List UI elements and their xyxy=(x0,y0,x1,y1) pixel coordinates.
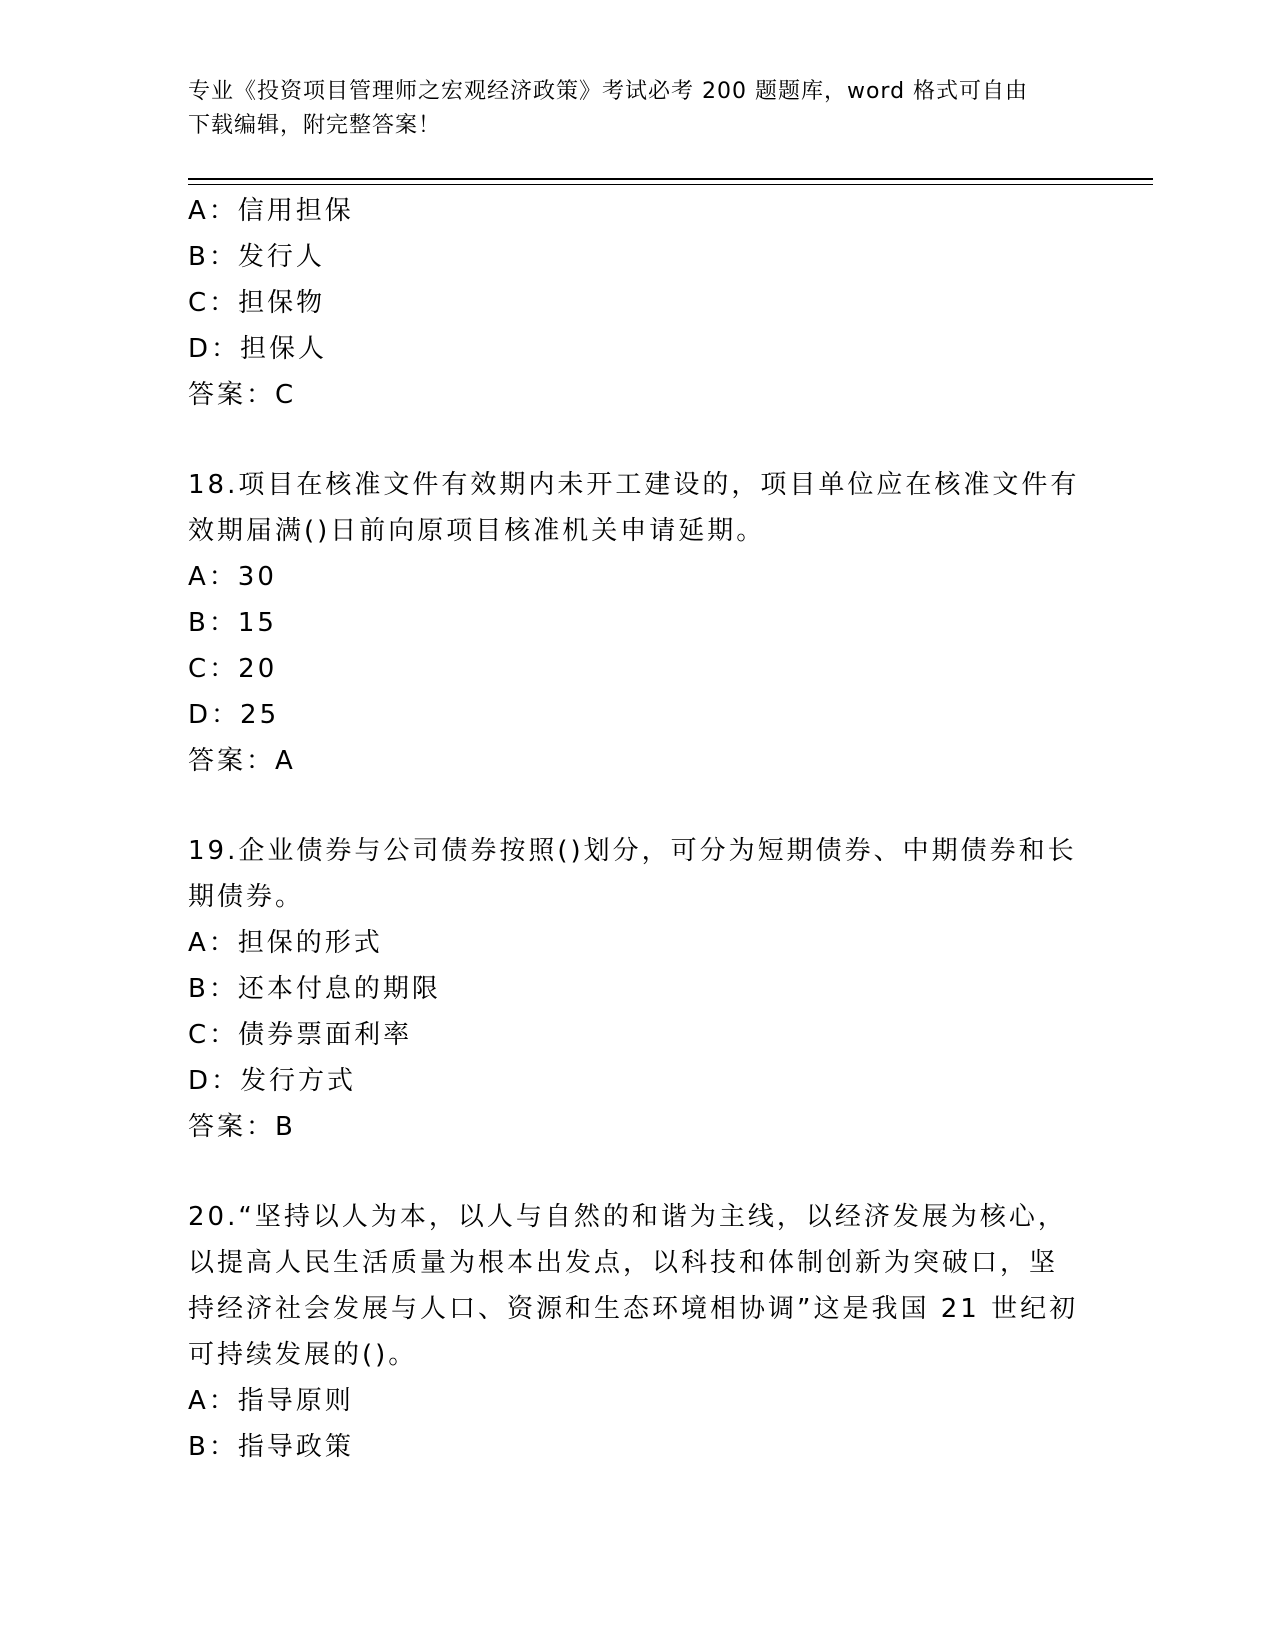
question-text-line: 持经济社会发展与人口、资源和生态环境相协调”这是我国 21 世纪初 xyxy=(188,1294,1079,1324)
question-text-line: 可持续发展的()。 xyxy=(188,1340,418,1370)
option-d: D：25 xyxy=(188,700,280,730)
option-a: A：30 xyxy=(188,562,277,592)
header-line-2: 下载编辑，附完整答案！ xyxy=(188,113,442,138)
option-d: D：担保人 xyxy=(188,334,328,364)
option-c: C：债券票面利率 xyxy=(188,1020,413,1050)
option-a: A：指导原则 xyxy=(188,1386,354,1416)
option-b: B：15 xyxy=(188,608,277,638)
header-line-1: 专业《投资项目管理师之宏观经济政策》考试必考 200 题题库，word 格式可自由 xyxy=(188,79,1029,104)
question-text-line: 18.项目在核准文件有效期内未开工建设的，项目单位应在核准文件有 xyxy=(188,470,1080,500)
option-b: B：指导政策 xyxy=(188,1432,354,1462)
answer-line: 答案：A xyxy=(188,746,296,776)
answer-line: 答案：B xyxy=(188,1112,296,1142)
option-d: D：发行方式 xyxy=(188,1066,357,1096)
option-a: A：信用担保 xyxy=(188,196,354,226)
option-c: C：20 xyxy=(188,654,278,684)
question-text-line: 期债券。 xyxy=(188,882,305,912)
header-rule-thin xyxy=(188,184,1153,185)
question-text-line: 效期届满()日前向原项目核准机关申请延期。 xyxy=(188,516,766,546)
question-text-line: 20.“坚持以人为本，以人与自然的和谐为主线，以经济发展为核心， xyxy=(188,1202,1067,1232)
question-text-line: 以提高人民生活质量为根本出发点，以科技和体制创新为突破口，坚 xyxy=(188,1248,1059,1278)
question-20 xyxy=(188,1194,1088,1470)
document-header xyxy=(188,75,1068,143)
option-b: B：还本付息的期限 xyxy=(188,974,441,1004)
header-rule xyxy=(188,178,1153,180)
question-18 xyxy=(188,462,1088,784)
option-a: A：担保的形式 xyxy=(188,928,383,958)
option-c: C：担保物 xyxy=(188,288,326,318)
question-19 xyxy=(188,828,1088,1150)
question-17 xyxy=(188,188,1088,418)
question-text-line: 19.企业债券与公司债券按照()划分，可分为短期债券、中期债券和长 xyxy=(188,836,1077,866)
option-b: B：发行人 xyxy=(188,242,325,272)
answer-line: 答案：C xyxy=(188,380,297,410)
question-list xyxy=(188,188,1088,1470)
